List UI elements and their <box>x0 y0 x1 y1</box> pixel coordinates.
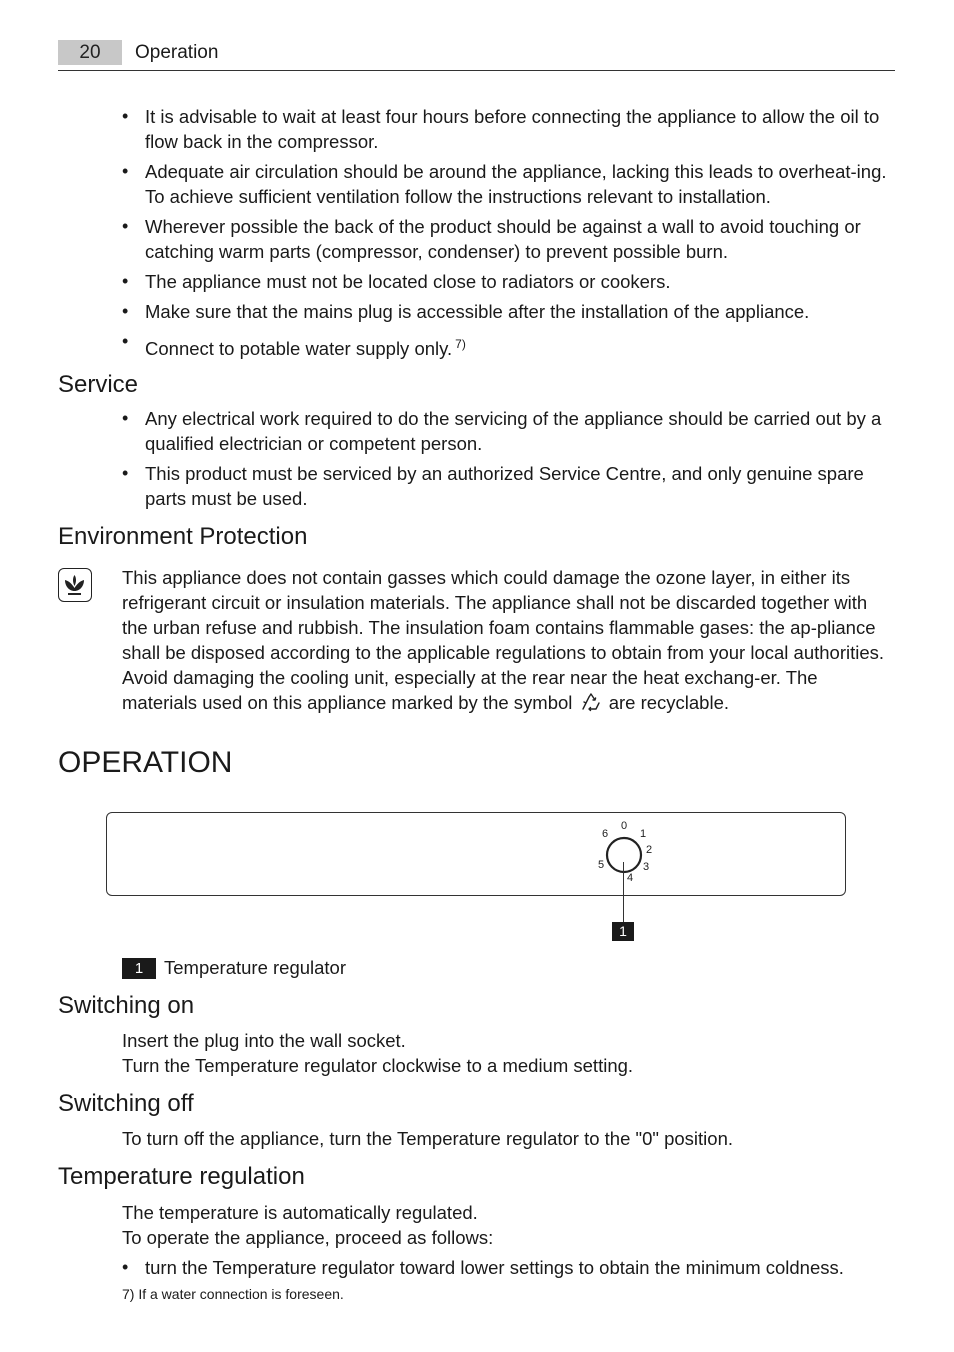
list-item: • The appliance must not be located close to radiators or cookers. <box>122 269 897 294</box>
dial-label: 1 <box>640 828 647 840</box>
legend-label: Temperature regulator <box>164 957 347 978</box>
list-item: • Adequate air circulation should be around the appliance, lacking this leads to overheat-ing. To achieve sufficient ventilation follow the instructions relevant to installation. <box>122 159 897 209</box>
environment-icon <box>58 568 92 602</box>
temperature-regulation-bullet-list <box>122 1255 897 1285</box>
dial-label: 5 <box>598 859 605 871</box>
switching-off-heading: Switching off <box>58 1090 194 1117</box>
callout-badge: 1 <box>612 922 634 941</box>
footnote-reference: 7) <box>455 337 466 351</box>
dial-label: 0 <box>621 820 628 832</box>
footnote: 7) If a water connection is foreseen. <box>122 1286 344 1302</box>
service-bullet-list <box>122 406 897 516</box>
list-item: • It is advisable to wait at least four hours before connecting the appliance to allow the oil to flow back in the compressor. <box>122 104 897 154</box>
list-item: • Wherever possible the back of the product should be against a wall to avoid touching or catching warm parts (compressor, condenser) to prevent possible burn. <box>122 214 897 264</box>
list-item: • Any electrical work required to do the servicing of the appliance should be carried out by a qualified electrician or competent person. <box>122 406 897 456</box>
temperature-regulation-line: The temperature is automatically regulated. <box>122 1202 478 1223</box>
control-panel-illustration <box>106 812 846 896</box>
recycle-icon <box>580 692 602 712</box>
temperature-dial-illustration <box>590 818 660 888</box>
switching-off-text: To turn off the appliance, turn the Temperature regulator to the "0" position. <box>122 1128 733 1149</box>
list-item: • This product must be serviced by an authorized Service Centre, and only genuine spare parts must be used. <box>122 461 897 511</box>
installation-bullet-list <box>122 104 897 366</box>
page-number: 20 <box>58 40 122 65</box>
temperature-regulation-heading: Temperature regulation <box>58 1163 305 1190</box>
legend-number: 1 <box>122 958 156 979</box>
header-section-title: Operation <box>135 42 219 63</box>
callout-line <box>623 862 624 922</box>
switching-on-line: Turn the Temperature regulator clockwise to a medium setting. <box>122 1055 634 1076</box>
environment-heading: Environment Protection <box>58 523 308 550</box>
switching-on-heading: Switching on <box>58 992 195 1019</box>
temperature-regulation-line: To operate the appliance, proceed as follows: <box>122 1227 494 1248</box>
switching-on-line: Insert the plug into the wall socket. <box>122 1030 406 1051</box>
environment-paragraph: This appliance does not contain gasses which could damage the ozone layer, in either its refrigerant circuit or insulation materials. The appliance shall not be discarded together with the urban refuse and rubbish. The insulation foam contains flammable gases: the ap-pliance shall be disposed according to the applicable regulations to obtain from your local authorities. Avoid damaging the cooling unit, especially at the rear near the heat exchang-er. The materials used on this appliance marked by the symbol are recyclable. <box>122 567 885 713</box>
dial-label: 3 <box>643 861 650 873</box>
operation-title: OPERATION <box>58 746 233 779</box>
list-item: • Make sure that the mains plug is accessible after the installation of the appliance. <box>122 299 897 324</box>
service-heading: Service <box>58 371 139 398</box>
dial-label: 6 <box>602 828 609 840</box>
dial-label: 2 <box>646 844 653 856</box>
page-header <box>58 40 895 71</box>
list-item: • turn the Temperature regulator toward lower settings to obtain the minimum coldness. <box>122 1255 897 1280</box>
list-item: • Connect to potable water supply only. $^{7)}$ <box>122 329 897 361</box>
dial-label: 4 <box>627 872 634 884</box>
